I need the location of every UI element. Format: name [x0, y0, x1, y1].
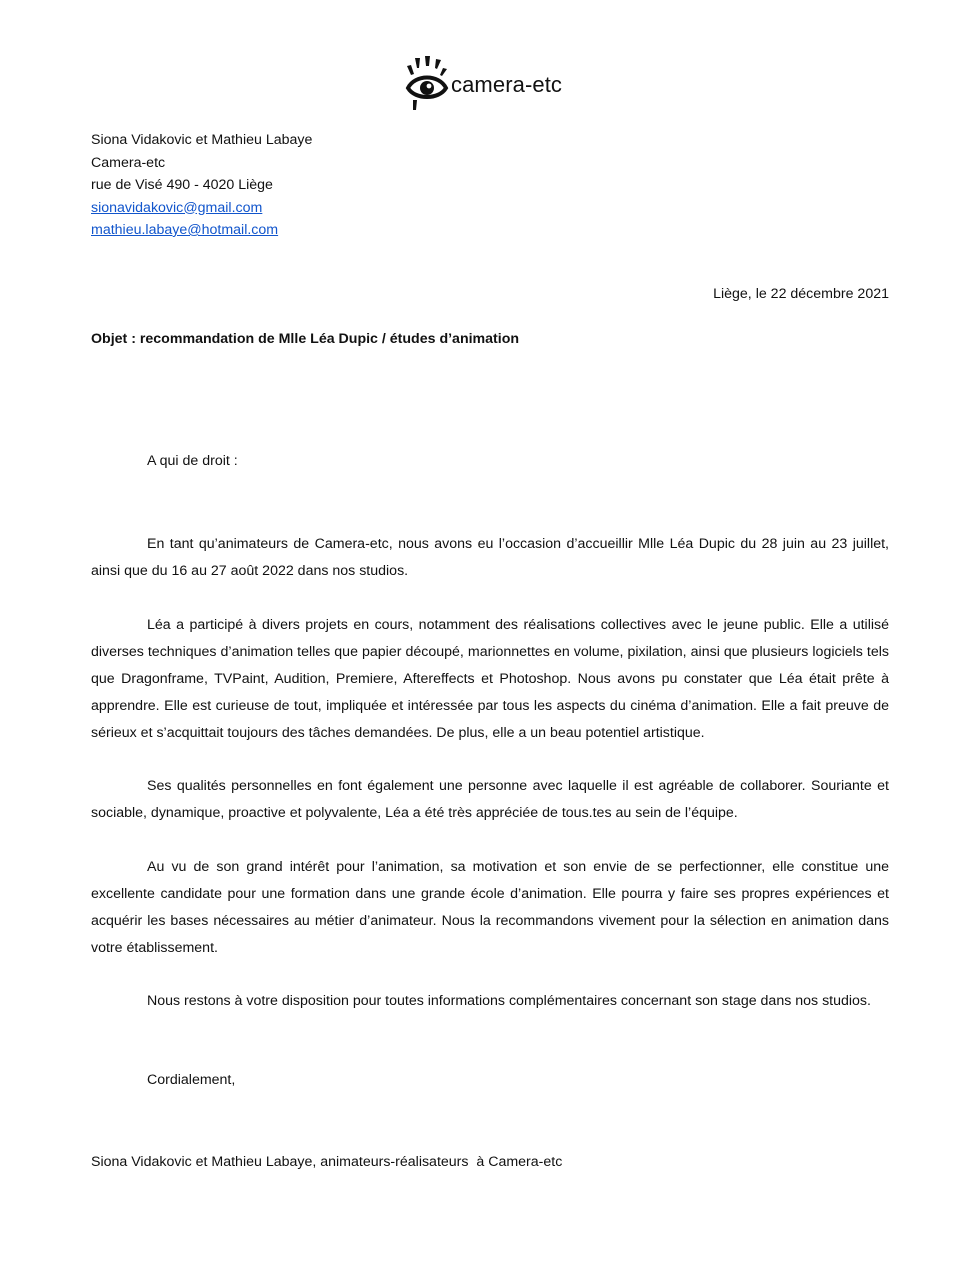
letter-closing: Cordialement,: [147, 1072, 236, 1088]
body-paragraph-1: En tant qu’animateurs de Camera-etc, nous avons eu l’occasion d’accueillir Mlle Léa Dupic du 28 juin au 23 juillet, ainsi que du 16 au 27 août 2022 dans nos studios.: [91, 536, 889, 579]
email-link-siona[interactable]: sionavidakovic@gmail.com: [91, 199, 263, 216]
sender-block: [91, 129, 312, 242]
eye-icon: [405, 56, 449, 114]
logo-text: camera-etc: [451, 72, 563, 97]
sender-company: Camera-etc: [91, 154, 166, 171]
letter-subject: Objet : recommandation de Mlle Léa Dupic / études d’animation: [91, 331, 520, 347]
sender-address: rue de Visé 490 - 4020 Liège: [91, 177, 273, 193]
letter-date: Liège, le 22 décembre 2021: [713, 286, 889, 302]
body-paragraph-3: Ses qualités personnelles en font également une personne avec laquelle il est agréable de collaborer. Souriante et sociable, dynamique, proactive et polyvalente, Léa a été très appréciée de tous.tes au sein de l’équipe.: [91, 778, 889, 821]
email-link-mathieu[interactable]: mathieu.labaye@hotmail.com: [91, 222, 279, 238]
body-paragraph-2: Léa a participé à divers projets en cours, notamment des réalisations collectives avec le jeune public. Elle a utilisé diverses techniques d’animation telles que papier découpé, marionnettes en volume, pixilation, ainsi que plusieurs logiciels tels que Dragonframe, TVPaint, Audition, Premiere, Aftereffects et Photoshop. Nous avons pu constater que Léa était prête à apprendre. Elle est curieuse de tout, impliquée et intéressée par tous les aspects du cinéma d’animation. Elle a fait preuve de sérieux et s’acquittait toujours des tâches demandées. De plus, elle a un beau potentiel artistique.: [91, 617, 889, 741]
company-logo: [405, 56, 580, 114]
letter-greeting: A qui de droit :: [147, 453, 238, 469]
sender-names: Siona Vidakovic et Mathieu Labaye: [91, 132, 313, 148]
body-paragraph-5: Nous restons à votre disposition pour toutes informations complémentaires concernant son stage dans nos studios.: [147, 993, 871, 1009]
letter-signature: Siona Vidakovic et Mathieu Labaye, animateurs-réalisateurs à Camera-etc: [91, 1154, 563, 1170]
body-paragraph-4: Au vu de son grand intérêt pour l’animation, sa motivation et son envie de se perfectionner, elle constitue une excellente candidate pour une formation dans une grande école d’animation. Elle pourra y faire ses propres expériences et acquérir les bases nécessaires au métier d’animateur. Nous la recommandons vivement pour la sélection en animation dans votre établissement.: [91, 859, 889, 956]
